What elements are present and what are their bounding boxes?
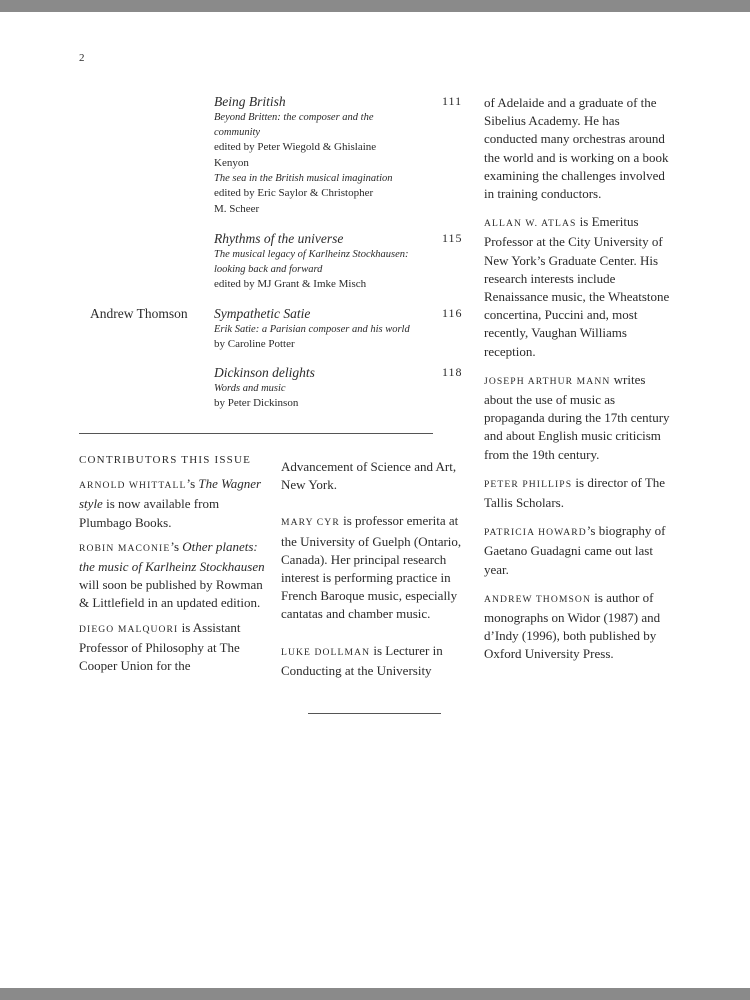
contributor-name: LUKE DOLLMAN	[281, 646, 371, 658]
contributor-entry-continued: of Adelaide and a graduate of the Sibelius Academy. He has conducted many orchestras around the world and is working on a book examining the challenges involved in training conductors.	[484, 95, 669, 202]
contributor-name: PETER PHILLIPS	[484, 478, 573, 490]
review-entry	[214, 94, 464, 217]
contributor-entry: PATRICIA HOWARD’s biography of Gaetano Guadagni came out last year.	[484, 523, 666, 577]
review-page: 115	[442, 231, 463, 245]
section-divider	[79, 433, 433, 434]
book-editor-line: edited by Eric Saylor & Christopher	[214, 187, 374, 199]
contributor-entry: DIEGO MALQUORI is Assistant Professor of Philosophy at The Cooper Union for the	[79, 619, 241, 674]
contributors-column-2	[281, 458, 467, 680]
book-editor-line: edited by Peter Wiegold & Ghislaine	[214, 141, 377, 153]
review-title: Being British	[214, 94, 286, 109]
review-entry	[214, 231, 464, 293]
contributor-entry-continued: Advancement of Science and Art, New York.	[281, 459, 457, 493]
book-subtitle-line: looking back and forward	[214, 264, 323, 275]
book-subtitle-line: Beyond Britten: the composer and the	[214, 112, 374, 123]
bottom-bar	[0, 988, 750, 1000]
top-bar	[0, 0, 750, 12]
end-rule	[308, 713, 441, 714]
book-editor-line: by Caroline Potter	[214, 338, 295, 350]
page-number: 2	[79, 52, 85, 64]
book-subtitle-line: Erik Satie: a Parisian composer and his world	[214, 324, 410, 335]
review-page: 116	[442, 306, 463, 320]
book-subtitle-line: The musical legacy of Karlheinz Stockhausen:	[214, 249, 409, 260]
contributor-name: ROBIN MACONIE	[79, 542, 171, 554]
contributor-name: ANDREW THOMSON	[484, 593, 591, 605]
contributor-name: JOSEPH ARTHUR MANN	[484, 375, 611, 387]
book-editor-line: Kenyon	[214, 156, 249, 169]
contributor-entry: JOSEPH ARTHUR MANN writes about the use of music as propaganda during the 17th century and about English music criticism from the 19th century.	[484, 371, 670, 462]
review-title: Sympathetic Satie	[214, 306, 311, 321]
contributors-heading: CONTRIBUTORS THIS ISSUE	[79, 454, 252, 466]
review-page: 118	[442, 365, 463, 379]
contributor-name: MARY CYR	[281, 517, 340, 529]
contributors-column-3	[484, 94, 670, 664]
contributor-entry: MARY CYR is professor emerita at the University of Guelph (Ontario, Canada). Her principal research interest is performing practice in French Baroque music, especially cantatas and chamber music.	[281, 513, 462, 622]
review-author: Andrew Thomson	[90, 306, 188, 321]
contributor-name: ARNOLD WHITTALL	[79, 480, 187, 492]
contributor-entry: PETER PHILLIPS is director of The Tallis Scholars.	[484, 474, 666, 511]
review-page: 111	[442, 94, 463, 108]
contributor-entry: ARNOLD WHITTALL’s The Wagner style is now available from Plumbago Books.	[79, 476, 262, 530]
book-subtitle-line: community	[214, 127, 261, 138]
book-editor-line: M. Scheer	[214, 202, 260, 215]
contributor-entry: ANDREW THOMSON is author of monographs on Widor (1987) and d’Indy (1996), both published by Oxford University Press.	[484, 589, 661, 662]
book-editor-line: edited by MJ Grant & Imke Misch	[214, 278, 367, 290]
contributor-name: PATRICIA HOWARD	[484, 527, 587, 539]
review-entry	[214, 306, 464, 353]
review-title: Rhythms of the universe	[214, 231, 344, 246]
contributor-name: DIEGO MALQUORI	[79, 623, 179, 635]
book-subtitle-line: Words and music	[214, 383, 286, 394]
review-entry	[214, 365, 464, 412]
contributor-name: ALLAN W. ATLAS	[484, 218, 577, 230]
book-subtitle-line: The sea in the British musical imagination	[214, 173, 393, 184]
contributor-entry: ROBIN MACONIE’s Other planets: the music of Karlheinz Stockhausen will soon be published by Rowman & Littlefield in an updated edition.	[79, 538, 265, 611]
contributors-column-1	[79, 451, 269, 675]
book-editor-line: by Peter Dickinson	[214, 397, 299, 409]
contributor-entry: LUKE DOLLMAN is Lecturer in Conducting at the University	[281, 642, 443, 678]
review-title: Dickinson delights	[214, 365, 315, 380]
contributor-entry: ALLAN W. ATLAS is Emeritus Professor at the City University of New York’s Graduate Center. His research interests include Renaissance music, the Wheatstone concertina, Puccini and, most recently, Vaughan Williams reception.	[484, 214, 670, 359]
